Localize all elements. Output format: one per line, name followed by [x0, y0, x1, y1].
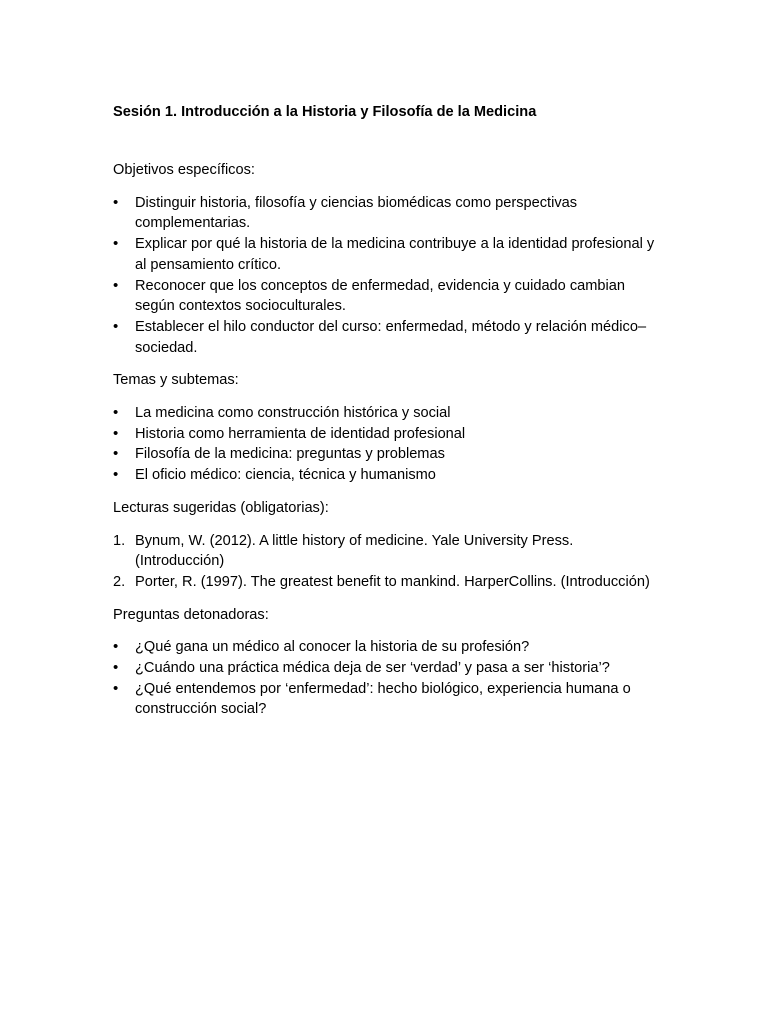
topics-list — [113, 403, 658, 486]
list-number: 2. — [113, 573, 126, 590]
list-item-text: ¿Cuándo una práctica médica deja de ser ‘verdad’ y pasa a ser ‘historia’? — [135, 660, 610, 677]
bullet-icon: • — [113, 424, 119, 442]
list-item-text: ¿Qué entendemos por ‘enfermedad’: hecho biológico, experiencia humana o construcción social? — [135, 680, 631, 718]
bullet-icon: • — [113, 235, 119, 253]
readings-list — [113, 531, 658, 593]
list-item — [113, 444, 658, 465]
list-item — [113, 531, 658, 572]
bullet-icon: • — [113, 276, 119, 294]
list-item-text: Explicar por qué la historia de la medicina contribuye a la identidad profesional y al pensamiento crítico. — [135, 236, 655, 273]
bullet-icon: • — [113, 404, 119, 422]
session-title: Sesión 1. Introducción a la Historia y Filosofía de la Medicina — [113, 104, 537, 120]
list-item — [113, 658, 658, 679]
list-item — [113, 403, 658, 424]
bullet-icon: • — [113, 193, 119, 211]
list-item-text: Historia como herramienta de identidad profesional — [135, 425, 466, 442]
bullet-icon: • — [113, 659, 119, 677]
list-item-text: Distinguir historia, filosofía y ciencias biomédicas como perspectivas complementarias. — [135, 194, 578, 232]
bullet-icon: • — [113, 317, 119, 335]
bullet-icon: • — [113, 466, 119, 484]
list-item-text: La medicina como construcción histórica y social — [135, 405, 451, 422]
list-item — [113, 317, 658, 358]
bullet-icon: • — [113, 638, 119, 656]
bullet-icon: • — [113, 679, 119, 697]
list-item-text: Filosofía de la medicina: preguntas y problemas — [135, 446, 445, 463]
bullet-icon: • — [113, 445, 119, 463]
list-item — [113, 193, 658, 234]
list-item-text: Bynum, W. (2012). A little history of medicine. Yale University Press. (Introducción) — [135, 532, 574, 570]
readings-label: Lecturas sugeridas (obligatorias): — [113, 499, 329, 516]
list-item — [113, 679, 658, 720]
list-item — [113, 572, 658, 593]
list-item-text: ¿Qué gana un médico al conocer la historia de su profesión? — [135, 639, 530, 656]
list-item-text: Establecer el hilo conductor del curso: enfermedad, método y relación médico–sociedad. — [135, 318, 647, 356]
list-item-text: Reconocer que los conceptos de enfermedad, evidencia y cuidado cambian según contextos socioculturales. — [135, 277, 626, 315]
list-item — [113, 424, 658, 445]
objectives-label: Objetivos específicos: — [113, 162, 255, 178]
list-item — [113, 637, 658, 658]
questions-list — [113, 637, 658, 720]
document-page — [113, 102, 658, 720]
list-item — [113, 465, 658, 486]
list-item-text: El oficio médico: ciencia, técnica y humanismo — [135, 467, 436, 484]
list-item — [113, 234, 658, 275]
topics-label: Temas y subtemas: — [113, 372, 239, 389]
objectives-list — [113, 193, 658, 359]
list-item — [113, 276, 658, 317]
questions-label: Preguntas detonadoras: — [113, 606, 269, 623]
list-number: 1. — [113, 532, 126, 549]
list-item-text: Porter, R. (1997). The greatest benefit to mankind. HarperCollins. (Introducción) — [135, 573, 650, 590]
